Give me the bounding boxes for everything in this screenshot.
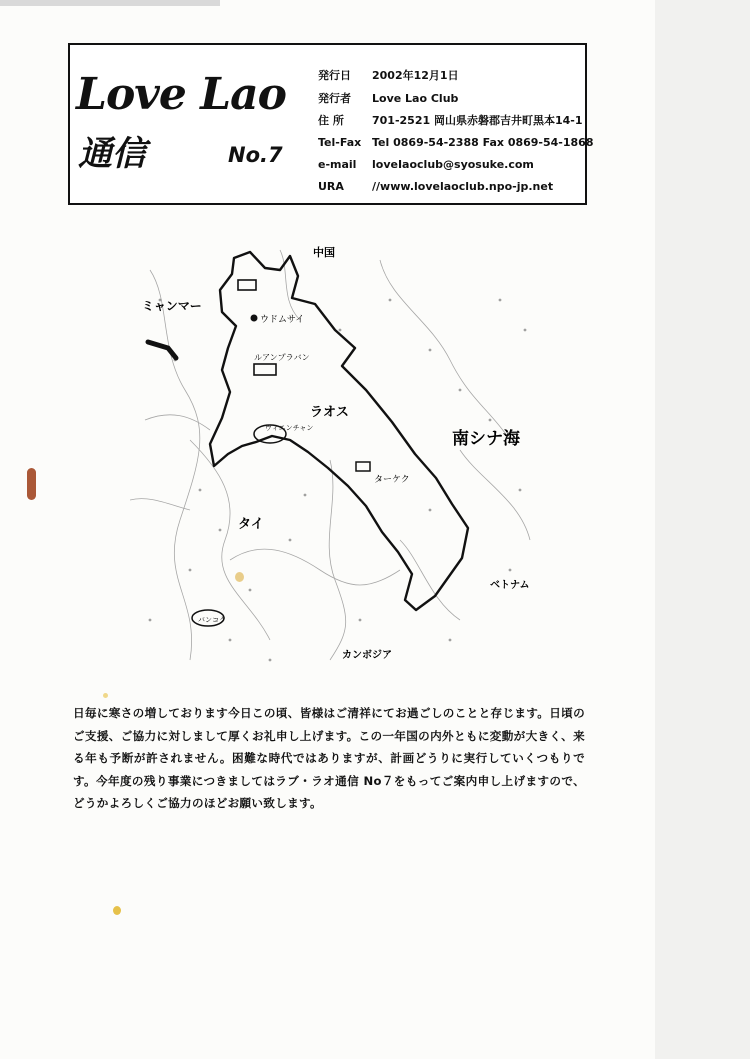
label-south-china-sea: 南シナ海: [452, 429, 520, 449]
info-row: [318, 136, 594, 150]
label-bangkok: バンコク: [198, 616, 226, 624]
info-row: [318, 69, 459, 83]
scan-shadow: [655, 0, 750, 1059]
udomxai-dot: [251, 315, 258, 322]
map-town-dots: [149, 299, 527, 662]
laos-border: [210, 252, 468, 610]
issue-number: No.7: [228, 143, 283, 167]
info-label: 住 所: [318, 114, 344, 127]
luang-prabang-marker: [254, 364, 276, 375]
newsletter-subtitle: 通信: [78, 134, 146, 174]
info-row: [318, 114, 583, 128]
info-label: URA: [318, 180, 344, 193]
label-thailand: タイ: [238, 517, 264, 532]
label-vientiane: ヴィエンチャン: [265, 424, 314, 432]
info-value: 2002年12月1日: [372, 69, 459, 82]
myanmar-border-stroke: [148, 342, 176, 358]
label-myanmar: ミャンマー: [142, 299, 202, 313]
masthead-box: [68, 43, 594, 205]
ink-stain: [27, 468, 36, 500]
ink-stain: [103, 693, 108, 698]
map-drawing: [130, 240, 540, 672]
info-value: Love Lao Club: [372, 92, 459, 105]
label-vietnam: ベトナム: [490, 580, 530, 591]
label-luang-prabang: ルアンプラバン: [254, 353, 310, 362]
greeting-paragraph: 日毎に寒さの増しております今日この頃、皆様はご清祥にてお過ごしのことと存じます。日頃のご支援、ご協力に対しまして厚くお礼申し上げます。この一年国の内外ともに変動が大きく、来る年も予断が許されません。困難な時代ではありますが、計画どうりに実行していくつもりです。今年度の残り事業につきましてはラブ・ラオ通信 No７をもってご案内申し上げますので、どうかよろしくご協力のほどお願い致します。: [73, 706, 585, 810]
info-value: Tel 0869-54-2388 Fax 0869-54-1868: [372, 136, 594, 149]
label-laos: ラオス: [310, 405, 349, 420]
label-china: 中国: [313, 246, 335, 259]
ink-stain: [113, 906, 121, 915]
info-label: Tel-Fax: [318, 136, 362, 149]
info-row: [318, 180, 553, 194]
label-thakhek: ターケク: [374, 475, 410, 485]
label-cambodia: カンボジア: [342, 650, 392, 661]
info-label: e-mail: [318, 158, 357, 171]
label-udomxai: ウドムサイ: [260, 315, 305, 325]
ink-stain: [235, 572, 244, 582]
udomxai-marker: [238, 280, 256, 290]
info-value: //www.lovelaoclub.npo-jp.net: [372, 180, 554, 193]
info-label: 発行者: [318, 92, 351, 105]
laos-map: [130, 240, 540, 672]
info-value: loveIaoclub@syosuke.com: [372, 158, 534, 171]
info-row: [318, 92, 458, 106]
scan-edge: [0, 0, 220, 6]
newsletter-title: Love Lao: [76, 69, 286, 120]
thakhek-marker: [356, 462, 370, 471]
info-row: [318, 158, 534, 172]
info-value: 701-2521 岡山県赤磐郡吉井町黒本14-1: [372, 114, 583, 127]
info-label: 発行日: [318, 69, 351, 82]
